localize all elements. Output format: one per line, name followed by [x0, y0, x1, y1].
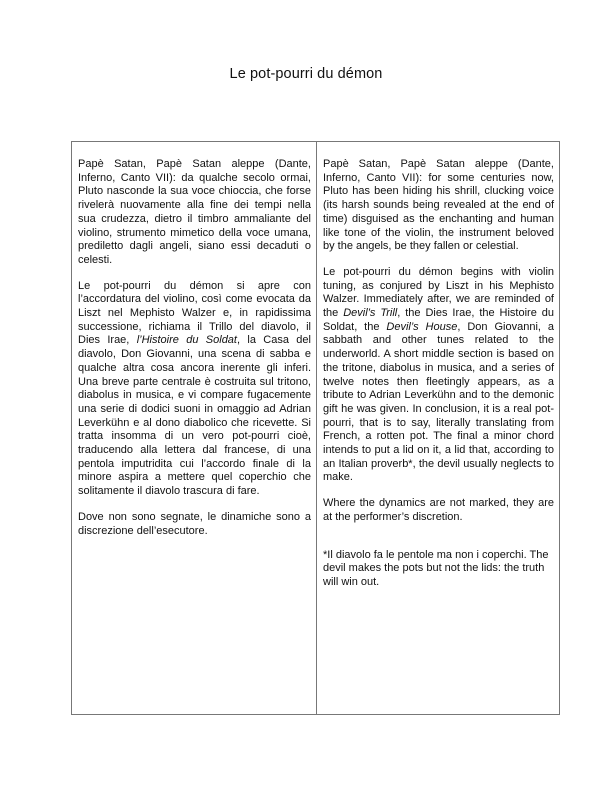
italian-paragraph-3: Dove non sono segnate, le dinamiche sono a discrezione dell’esecutore.: [78, 510, 311, 537]
page-title: Le pot-pourri du démon: [229, 66, 383, 82]
english-paragraph-1: Papè Satan, Papè Satan aleppe (Dante, Inferno, Canto VII): for some centuries now, Pluto has been hiding his shrill, clucking voice (its harsh sounds being revealed at the end of time) disguised as the enchanting and human like tone of the violin, the instrument beloved by the angels, be they fallen or celestial.: [323, 158, 554, 253]
italian-histoire-title: l’Histoire du Soldat: [136, 334, 237, 347]
italian-paragraph-2-part-a: Le pot-pourri du démon si apre con l’accordatura del violino, così come evocata da Liszt nel Mephisto Walzer e, in rapidissima successione, richiama il Trillo del diavolo, il Dies Irae,: [78, 279, 311, 347]
translation-table: [71, 141, 560, 715]
italian-paragraph-2: [78, 280, 311, 499]
spacer: [323, 537, 554, 549]
english-paragraph-2-part-b: , the Dies Irae, the Histoire du Soldat, the: [323, 307, 554, 333]
english-devils-trill-title: Devil’s Trill: [343, 307, 398, 320]
english-devils-house-title: Devil’s House: [386, 320, 458, 333]
english-footnote: *Il diavolo fa le pentole ma non i coperchi. The devil makes the pots but not the lids: the truth will win out.: [323, 548, 549, 588]
english-column: [317, 142, 559, 714]
italian-paragraph-1: Papè Satan, Papè Satan aleppe (Dante, Inferno, Canto VII): da qualche secolo ormai, Pluto nasconde la sua voce chioccia, che forse rivelerà nuovamente alla fine dei tempi nella sua crudezza, dietro il timbro ammaliante del violino, strumento mimetico della voce umana, prediletto dagli angeli, siano essi decaduti o celesti.: [78, 158, 311, 266]
italian-paragraph-2-part-b: , la Casa del diavolo, Don Giovanni, una scena di sabba e qualche altra cosa ancora inerente gli inferi. Una breve parte centrale è costruita sul tritono, diabolus in musica, e vi compare fugacemente una serie di dodici suoni in omaggio ad Adrian Leverkühn e al dono diabolico che ricevette. Si tratta insomma di un vero pot-pourri cioè, traducendo alla lettera dal francese, di una pentola imputridita cui l’accordo finale di la minore aspira a mettere quel coperchio che solitamente il diavolo trascura di fare.: [78, 334, 311, 498]
english-paragraph-2: [323, 266, 554, 485]
italian-column: [72, 142, 317, 714]
english-paragraph-2-part-c: , Don Giovanni, a sabbath and other tunes related to the underworld. A short middle section is based on the tritone, diabolus in musica, and a series of twelve notes then fleetingly appears, as a tribute to Adrian Leverkühn and to the demonic gift he was given. In conclusion, it is a real pot-pourri, that is to say, literally translating from French, a rotten pot. The final a minor chord intends to put a lid on it, a lid that, according to an Italian proverb*, the devil usually neglects to make.: [323, 320, 554, 484]
english-paragraph-3: Where the dynamics are not marked, they are at the performer’s discretion.: [323, 497, 554, 523]
english-paragraph-2-part-a: Le pot-pourri du démon begins with violin tuning, as conjured by Liszt in his Mephisto Walzer. Immediately after, we are reminded of the: [323, 265, 554, 320]
